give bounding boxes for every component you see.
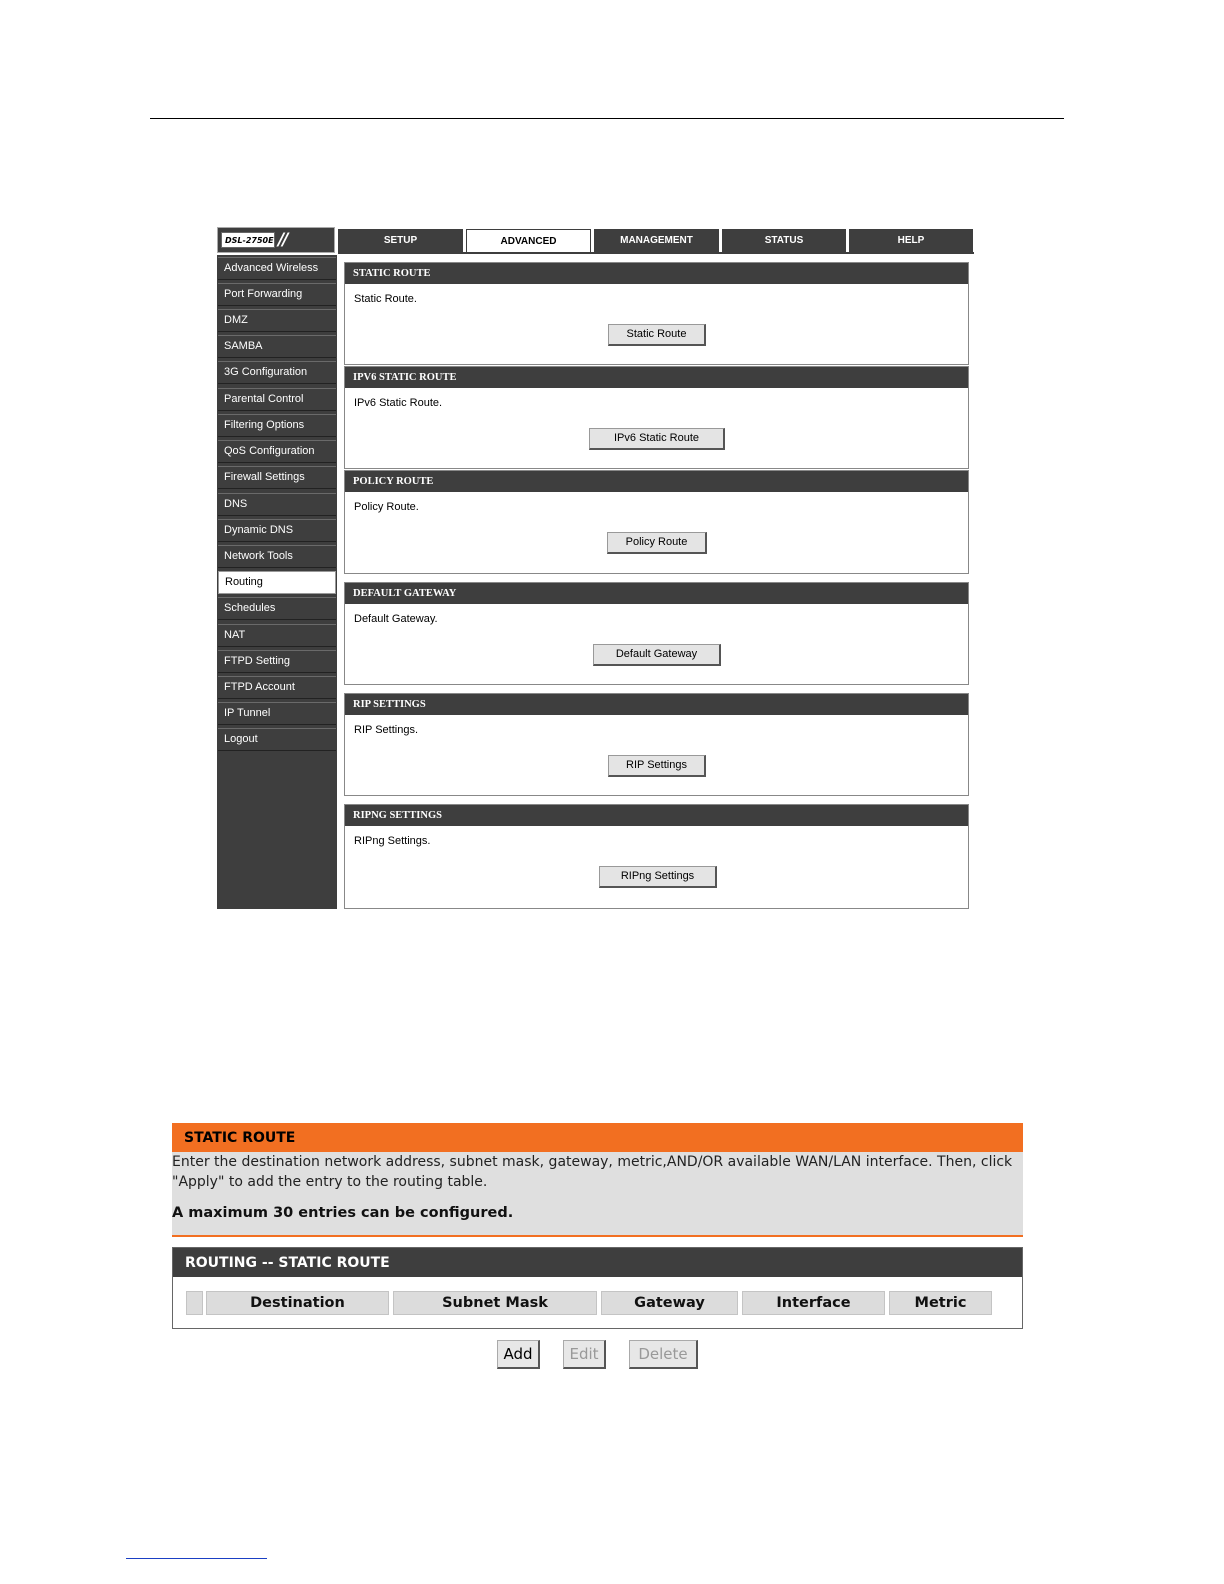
policy-route-button[interactable]: Policy Route — [607, 532, 707, 554]
router-model-label: DSL-2750E — [221, 232, 275, 248]
panel-description: RIPng Settings. — [354, 835, 431, 847]
panel-description: Policy Route. — [354, 501, 419, 513]
add-button[interactable]: Add — [497, 1340, 540, 1369]
panel-ripng-settings — [344, 804, 969, 909]
sidebar-item-port-forwarding[interactable]: Port Forwarding — [218, 283, 336, 306]
panel-title: STATIC ROUTE — [345, 263, 968, 284]
tab-setup[interactable]: SETUP — [338, 229, 463, 253]
sidebar-item-nat[interactable]: NAT — [218, 624, 336, 647]
sidebar-item-network-tools[interactable]: Network Tools — [218, 545, 336, 568]
sidebar-item-dynamic-dns[interactable]: Dynamic DNS — [218, 519, 336, 542]
select-column-header — [186, 1291, 203, 1315]
edit-button[interactable]: Edit — [563, 1340, 606, 1369]
subnet-mask-column-header: Subnet Mask — [393, 1291, 597, 1315]
sidebar-item-qos-configuration[interactable]: QoS Configuration — [218, 440, 336, 463]
sidebar-item-firewall-settings[interactable]: Firewall Settings — [218, 466, 336, 489]
sidebar-item-3g-configuration[interactable]: 3G Configuration — [218, 361, 336, 384]
rip-settings-button[interactable]: RIP Settings — [608, 755, 706, 777]
tab-status[interactable]: STATUS — [722, 229, 846, 253]
sidebar-item-schedules[interactable]: Schedules — [218, 597, 336, 620]
router-logo — [217, 227, 335, 253]
ripng-settings-button[interactable]: RIPng Settings — [599, 866, 717, 888]
description-line-1: Enter the destination network address, subnet mask, gateway, metric,AND/OR available WAN/LAN interface. Then, click — [172, 1154, 1013, 1170]
tab-underline — [338, 252, 974, 254]
tab-management[interactable]: MANAGEMENT — [594, 229, 719, 253]
routing-table-title: ROUTING -- STATIC ROUTE — [173, 1248, 1022, 1277]
sidebar-item-dns[interactable]: DNS — [218, 493, 336, 516]
gateway-column-header: Gateway — [601, 1291, 738, 1315]
sidebar — [217, 255, 337, 909]
static-route-screenshot — [172, 1123, 1023, 1393]
ipv6-static-route-button[interactable]: IPv6 Static Route — [589, 428, 725, 450]
routing-table-box — [172, 1247, 1023, 1329]
sidebar-item-samba[interactable]: SAMBA — [218, 335, 336, 358]
sidebar-item-ip-tunnel[interactable]: IP Tunnel — [218, 702, 336, 725]
panel-title: RIPNG SETTINGS — [345, 805, 968, 826]
sidebar-item-ftpd-setting[interactable]: FTPD Setting — [218, 650, 336, 673]
max-entries-note: A maximum 30 entries can be configured. — [172, 1205, 514, 1221]
sidebar-item-dmz[interactable]: DMZ — [218, 309, 336, 332]
tab-advanced[interactable]: ADVANCED — [466, 229, 591, 253]
sidebar-item-parental-control[interactable]: Parental Control — [218, 388, 336, 411]
sidebar-item-advanced-wireless[interactable]: Advanced Wireless — [218, 257, 336, 280]
routing-table-header — [186, 1291, 992, 1315]
panel-title: IPV6 STATIC ROUTE — [345, 367, 968, 388]
panel-ipv6-static-route — [344, 366, 969, 469]
panel-static-route — [344, 262, 969, 365]
interface-column-header: Interface — [742, 1291, 885, 1315]
tab-help[interactable]: HELP — [849, 229, 973, 253]
panel-description: Default Gateway. — [354, 613, 438, 625]
default-gateway-button[interactable]: Default Gateway — [593, 644, 721, 666]
panel-title: RIP SETTINGS — [345, 694, 968, 715]
sidebar-item-filtering-options[interactable]: Filtering Options — [218, 414, 336, 437]
static-route-description — [172, 1152, 1023, 1237]
footer-link-rule — [126, 1558, 267, 1559]
page-top-rule — [150, 118, 1064, 119]
static-route-title: STATIC ROUTE — [172, 1123, 1023, 1152]
delete-button[interactable]: Delete — [629, 1340, 698, 1369]
destination-column-header: Destination — [206, 1291, 389, 1315]
panel-description: Static Route. — [354, 293, 417, 305]
logo-slash-icon: // — [278, 230, 287, 250]
panel-title: POLICY ROUTE — [345, 471, 968, 492]
sidebar-item-ftpd-account[interactable]: FTPD Account — [218, 676, 336, 699]
panel-title: DEFAULT GATEWAY — [345, 583, 968, 604]
sidebar-item-routing[interactable]: Routing — [218, 571, 336, 594]
sidebar-item-logout[interactable]: Logout — [218, 728, 336, 751]
static-route-button[interactable]: Static Route — [608, 324, 706, 346]
description-line-2: "Apply" to add the entry to the routing table. — [172, 1174, 488, 1190]
metric-column-header: Metric — [889, 1291, 992, 1315]
panel-default-gateway — [344, 582, 969, 685]
panel-rip-settings — [344, 693, 969, 796]
panel-description: IPv6 Static Route. — [354, 397, 443, 409]
panel-description: RIP Settings. — [354, 724, 418, 736]
router-routing-screenshot — [217, 227, 974, 909]
panel-policy-route — [344, 470, 969, 574]
